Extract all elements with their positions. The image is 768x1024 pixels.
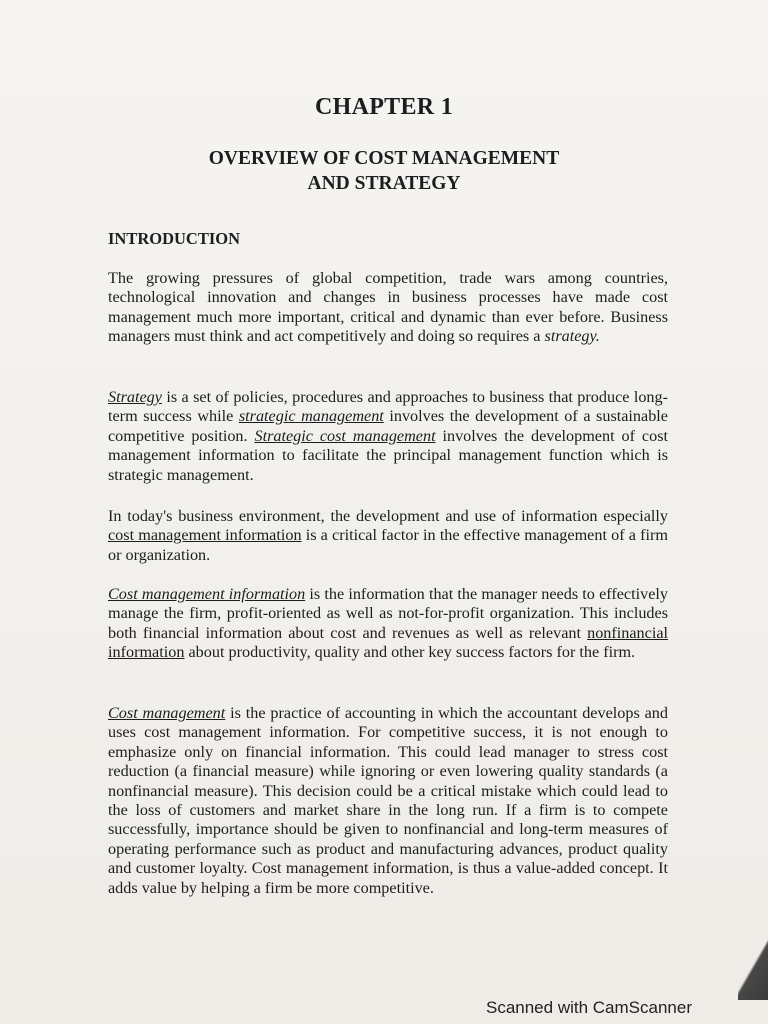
paragraph-5 [108, 704, 668, 898]
camscanner-watermark: Scanned with CamScanner [485, 998, 692, 1017]
paragraph-3-text-1: In today's business environment, the development and use of information especially [108, 507, 668, 525]
section-heading-introduction: INTRODUCTION [108, 229, 241, 248]
chapter-title-line-1: OVERVIEW OF COST MANAGEMENT [208, 148, 560, 169]
paragraph-4 [108, 585, 668, 663]
paragraph-2 [108, 388, 668, 485]
term-strategy: Strategy [108, 388, 162, 406]
paragraph-3 [108, 507, 668, 565]
paragraph-2-text-1: is a set of policies, procedures and approaches to business that produce long-term success while [108, 388, 668, 426]
paragraph-4-text-2: about productivity, quality and other key success factors for the firm. [184, 643, 636, 662]
chapter-title-line-2: AND STRATEGY [307, 173, 461, 194]
term-cost-management-information-def: Cost management information [108, 585, 306, 603]
paragraph-1-italic-term: strategy. [544, 327, 600, 346]
paragraph-1 [108, 269, 668, 347]
term-cost-management: Cost management [108, 704, 226, 722]
paragraph-1-text: The growing pressures of global competition, trade wars among countries, technological innovation and changes in business processes have made cost management much more important, critical and dynamic than ever before. Business managers must think and act competitively and doing so requires a [108, 269, 668, 346]
paragraph-2-text-2: involves the development of a sustainable competitive position. [108, 407, 668, 445]
paragraph-4-text-1: is the information that the manager needs to effectively manage the firm, profit-oriented as well as not-for-profit organization. This includes both financial information about cost and revenues as well as relevant [108, 585, 668, 642]
paragraph-2-text-3: involves the development of cost management information to facilitate the principal management function which is strategic management. [108, 426, 668, 484]
paragraph-5-text-1: is the practice of accounting in which the accountant develops and uses cost management information. For competitive success, it is not enough to emphasize only on financial information. This could lead manager to stress cost reduction (a financial measure) while ignoring or even lowering quality standards (a nonfinancial measure). This decision could be a critical mistake which could lead to the loss of customers and market share in the long run. If a firm is to compete successfully, importance should be given to nonfinancial and long-term measures of operating performance such as product and manufacturing advances, product quality and customer loyalty. Cost management information, is thus a value-added concept. It adds value by helping a firm be more competitive. [108, 704, 668, 897]
paragraph-3-text-2: is a critical factor in the effective management of a firm or organization. [108, 526, 668, 564]
term-strategic-cost-management: Strategic cost management [254, 426, 436, 445]
term-cost-management-information: cost management information [108, 526, 302, 545]
term-nonfinancial-information: nonfinancial information [108, 623, 668, 662]
chapter-heading: CHAPTER 1 [314, 94, 454, 120]
page-corner-shadow [738, 940, 768, 1000]
chapter-title [170, 146, 598, 196]
term-strategic-management: strategic management [238, 407, 384, 426]
